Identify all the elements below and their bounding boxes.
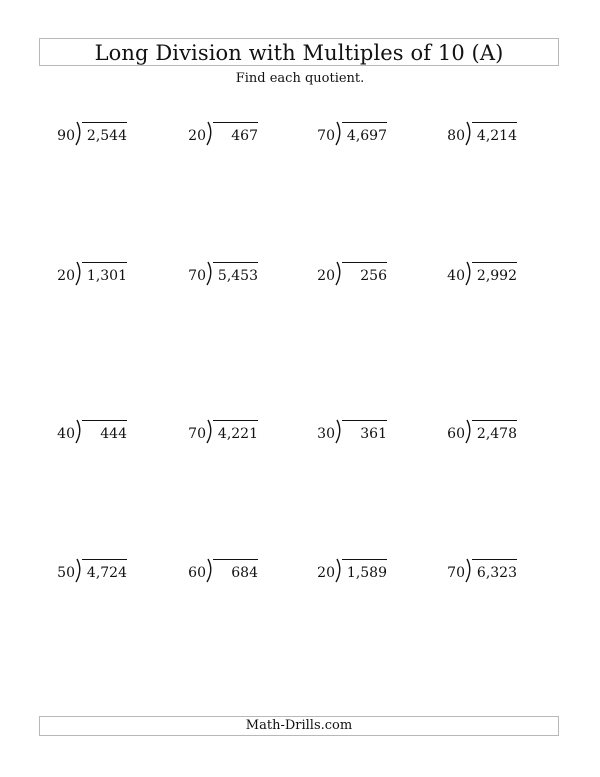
- division-bar: [342, 420, 387, 421]
- divisor: 70: [188, 426, 206, 442]
- division-problem: [443, 558, 538, 584]
- division-bar: [472, 262, 517, 263]
- division-problem: [313, 121, 408, 147]
- dividend: 467: [231, 128, 258, 144]
- division-problem: [184, 261, 279, 287]
- dividend: 684: [231, 565, 258, 581]
- divisor: 60: [447, 426, 465, 442]
- worksheet-instructions: Find each quotient.: [235, 71, 365, 86]
- divisor: 20: [317, 268, 335, 284]
- division-problem: [53, 558, 148, 584]
- division-problem: [184, 558, 279, 584]
- division-problem: [184, 121, 279, 147]
- divisor: 30: [317, 426, 335, 442]
- dividend: 4,724: [86, 565, 127, 581]
- division-bar: [82, 122, 127, 123]
- dividend: 1,589: [346, 565, 387, 581]
- division-problem: [184, 419, 279, 445]
- division-problem: [313, 558, 408, 584]
- divisor: 20: [57, 268, 75, 284]
- divisor: 40: [57, 426, 75, 442]
- divisor: 60: [188, 565, 206, 581]
- dividend: 361: [360, 426, 387, 442]
- footer-credit: Math-Drills.com: [39, 716, 559, 736]
- dividend: 5,453: [217, 268, 258, 284]
- divisor: 40: [447, 268, 465, 284]
- division-bar: [342, 122, 387, 123]
- dividend: 1,301: [86, 268, 127, 284]
- dividend: 2,478: [476, 426, 517, 442]
- division-problem: [313, 261, 408, 287]
- division-problem: [443, 121, 538, 147]
- division-bar: [342, 262, 387, 263]
- dividend: 2,544: [86, 128, 127, 144]
- dividend: 4,214: [476, 128, 517, 144]
- divisor: 20: [317, 565, 335, 581]
- division-bar: [82, 420, 127, 421]
- division-problem: [313, 419, 408, 445]
- divisor: 70: [188, 268, 206, 284]
- division-bar: [342, 559, 387, 560]
- division-bar: [213, 420, 258, 421]
- division-bar: [213, 122, 258, 123]
- division-problem: [53, 419, 148, 445]
- dividend: 6,323: [476, 565, 517, 581]
- division-bar: [213, 559, 258, 560]
- division-bar: [82, 559, 127, 560]
- divisor: 80: [447, 128, 465, 144]
- division-bar: [472, 559, 517, 560]
- division-bar: [82, 262, 127, 263]
- divisor: 70: [447, 565, 465, 581]
- division-bar: [472, 122, 517, 123]
- dividend: 256: [360, 268, 387, 284]
- dividend: 4,221: [217, 426, 258, 442]
- divisor: 50: [57, 565, 75, 581]
- divisor: 70: [317, 128, 335, 144]
- divisor: 90: [57, 128, 75, 144]
- dividend: 444: [100, 426, 127, 442]
- dividend: 4,697: [346, 128, 387, 144]
- dividend: 2,992: [476, 268, 517, 284]
- division-problem: [443, 261, 538, 287]
- divisor: 20: [188, 128, 206, 144]
- worksheet-title: Long Division with Multiples of 10 (A): [39, 38, 559, 66]
- division-bar: [472, 420, 517, 421]
- division-bar: [213, 262, 258, 263]
- division-problem: [53, 121, 148, 147]
- division-problem: [443, 419, 538, 445]
- division-problem: [53, 261, 148, 287]
